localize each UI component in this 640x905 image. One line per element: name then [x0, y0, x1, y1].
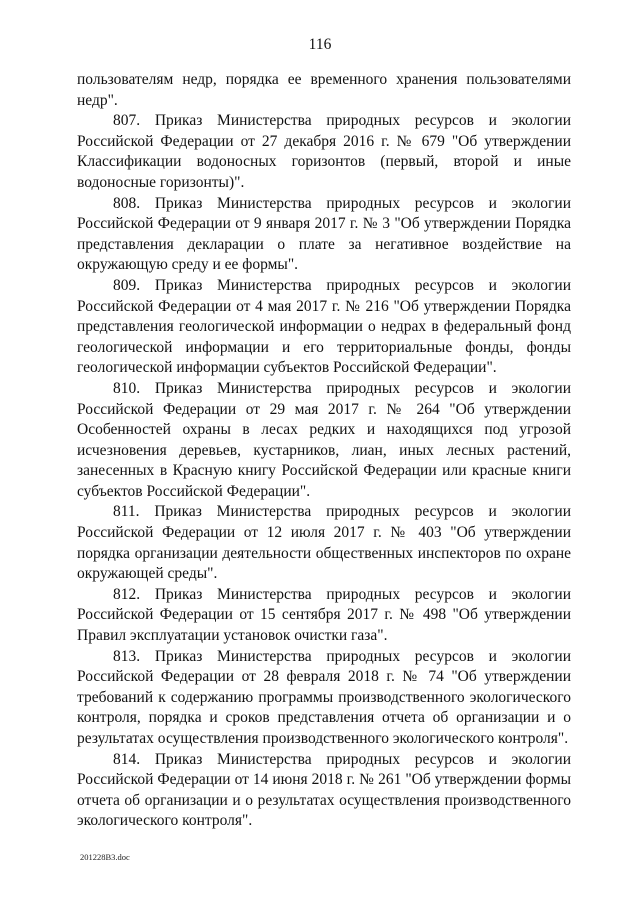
list-item-814: 814. Приказ Министерства природных ресурсов и экологии Российской Федерации от 14 июня 2018 г. № 261 "Об утверждении формы отчета об организации и о результатах осуществления производственного экологического контроля".	[77, 750, 571, 830]
document-body	[77, 70, 571, 832]
list-item-811: 811. Приказ Министерства природных ресурсов и экологии Российской Федерации от 12 июля 2017 г. № 403 "Об утверждении порядка организации деятельности общественных инспекторов по охране окружающей среды".	[77, 503, 571, 583]
page-number: 116	[308, 36, 332, 53]
document-footer-filename: 201228B3.doc	[80, 852, 130, 862]
list-item-809: 809. Приказ Министерства природных ресурсов и экологии Российской Федерации от 4 мая 2017 г. № 216 "Об утверждении Порядка представления геологической информации о недрах в федеральный фонд геологической информации и его территориальные фонды, фонды геологической информации субъектов Российской Федерации".	[77, 276, 571, 377]
list-item-807: 807. Приказ Министерства природных ресурсов и экологии Российской Федерации от 27 декабря 2016 г. № 679 "Об утверждении Классификации водоносных горизонтов (первый, второй и иные водоносные горизонты)".	[77, 112, 571, 191]
list-item-812: 812. Приказ Министерства природных ресурсов и экологии Российской Федерации от 15 сентября 2017 г. № 498 "Об утверждении Правил эксплуатации установок очистки газа".	[77, 585, 571, 645]
list-item-810: 810. Приказ Министерства природных ресурсов и экологии Российской Федерации от 29 мая 2017 г. № 264 "Об утверждении Особенностей охраны в лесах редких и находящихся под угрозой исчезновения деревьев, кустарников, лиан, иных лесных растений, занесенных в Красную книгу Российской Федерации или красные книги субъектов Российской Федерации".	[77, 379, 571, 500]
continuation-paragraph: пользователям недр, порядка ее временного хранения пользователями недр".	[77, 71, 571, 109]
list-item-813: 813. Приказ Министерства природных ресурсов и экологии Российской Федерации от 28 февраля 2018 г. № 74 "Об утверждении требований к содержанию программы производственного экологического контроля, порядка и сроков представления отчета об организации и о результатах осуществления производственного экологического контроля".	[77, 647, 571, 747]
list-item-808: 808. Приказ Министерства природных ресурсов и экологии Российской Федерации от 9 января 2017 г. № 3 "Об утверждении Порядка представления декларации о плате за негативное воздействие на окружающую среду и ее формы".	[77, 194, 571, 274]
